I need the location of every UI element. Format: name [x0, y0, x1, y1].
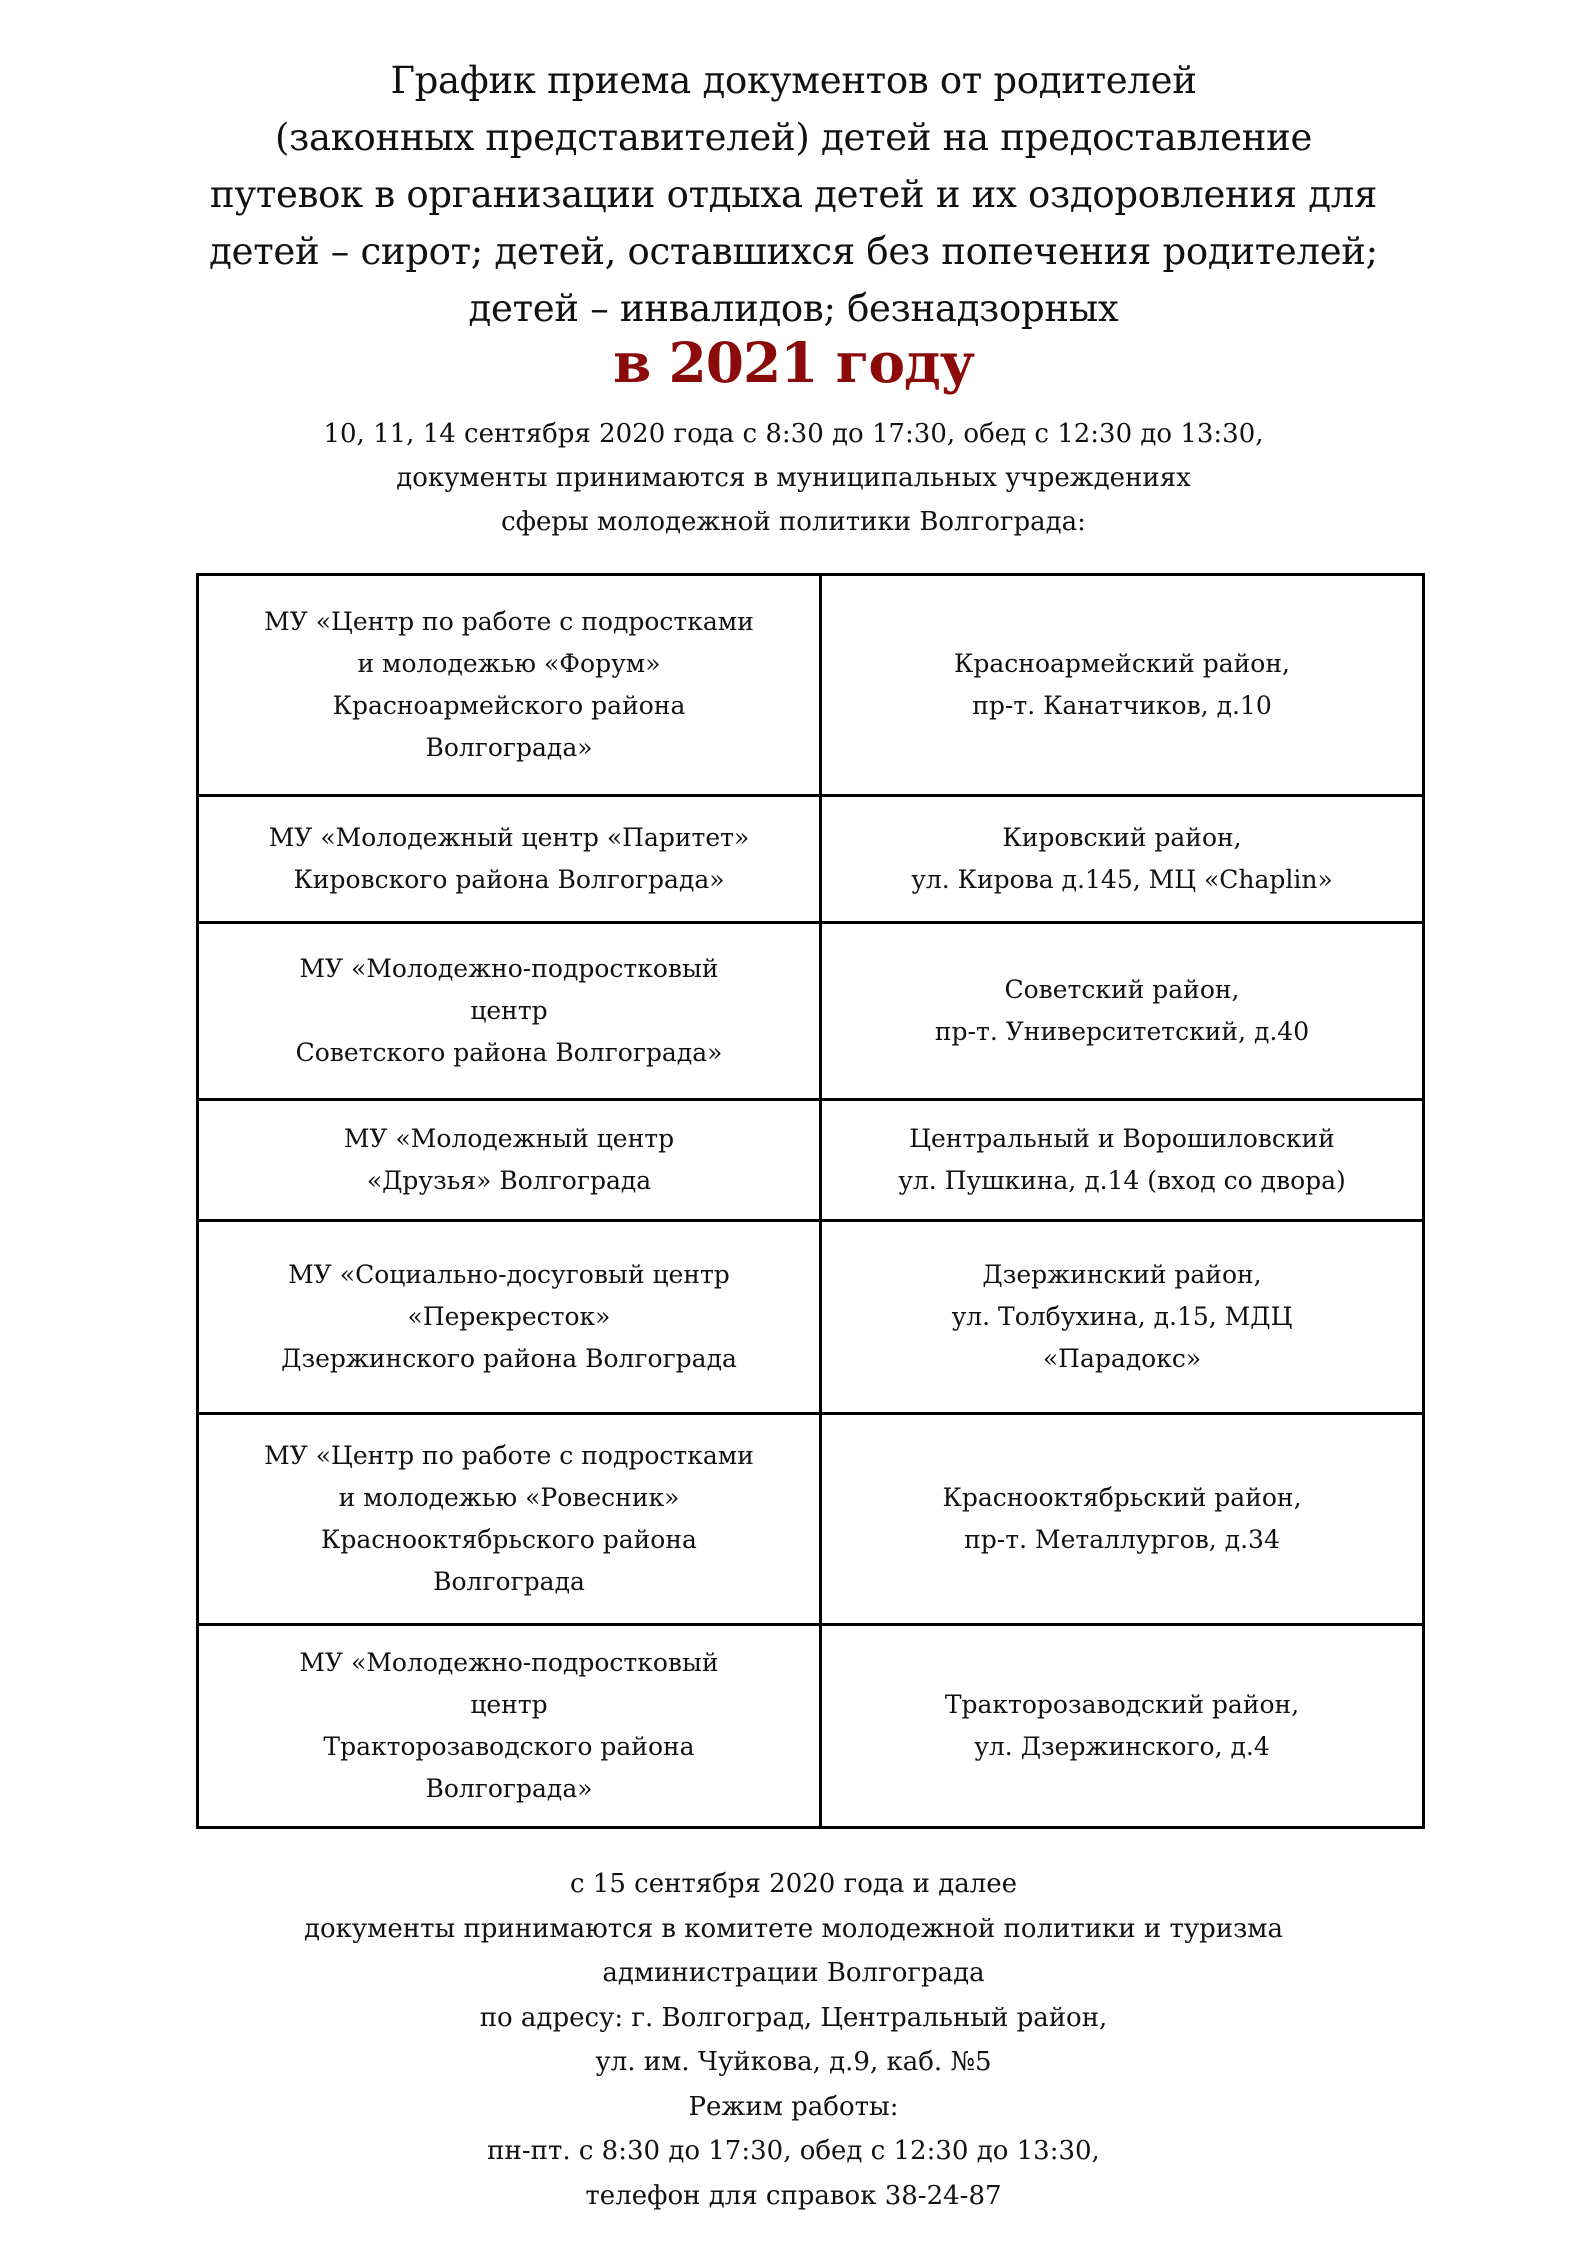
intro-line: 10, 11, 14 сентября 2020 года с 8:30 до 17:30, обед с 12:30 до 13:30, [323, 419, 1264, 449]
address-line: ул. Дзержинского, д.4 [974, 1732, 1270, 1761]
footer-line: с 15 сентября 2020 года и далее [569, 1869, 1018, 1899]
table-row [198, 796, 1424, 923]
title-line: (законных представителей) детей на предоставление [274, 116, 1313, 159]
organization-name-line: МУ «Молодежный центр [343, 1124, 675, 1153]
organization-name-line: Дзержинского района Волгограда [281, 1344, 737, 1373]
address-line: Кировский район, [1002, 823, 1242, 852]
address-line: пр-т. Университетский, д.40 [934, 1017, 1310, 1046]
address-line: ул. Кирова д.145, МЦ «Chaplin» [911, 865, 1333, 894]
address-line: Тракторозаводский район, [944, 1690, 1300, 1719]
table-row [198, 923, 1424, 1100]
address-line: ул. Пушкина, д.14 (вход со двора) [898, 1166, 1346, 1195]
table-row [198, 1625, 1424, 1828]
organization-name-line: «Друзья» Волгограда [366, 1166, 652, 1195]
address-line: Красноармейский район, [954, 649, 1290, 678]
organization-cell [198, 1414, 821, 1625]
address-line: Дзержинский район, [982, 1260, 1262, 1289]
organization-cell [198, 796, 821, 923]
organization-name-line: МУ «Молодежно-подростковый [299, 1648, 719, 1677]
institutions-table [196, 573, 1425, 1829]
address-line: пр-т. Металлургов, д.34 [964, 1525, 1280, 1554]
organization-name-line: Волгограда» [425, 733, 593, 762]
address-line: «Парадокс» [1042, 1344, 1202, 1373]
organization-name-line: и молодежью «Ровесник» [338, 1483, 680, 1512]
organization-name-line: «Перекресток» [407, 1302, 611, 1331]
organization-name-line: МУ «Центр по работе с подростками [264, 1441, 754, 1470]
intro-line: сферы молодежной политики Волгограда: [501, 507, 1086, 537]
footer-line: ул. им. Чуйкова, д.9, каб. №5 [595, 2047, 992, 2077]
organization-name-line: центр [470, 996, 548, 1025]
organization-name-line: Кировского района Волгограда» [293, 865, 725, 894]
document-title [0, 52, 1587, 337]
organization-cell [198, 575, 821, 796]
footer-line: администрации Волгограда [602, 1958, 985, 1988]
organization-cell [198, 1100, 821, 1221]
footer-text [0, 1862, 1587, 2218]
address-cell [821, 923, 1424, 1100]
organization-cell [198, 1625, 821, 1828]
address-line: Центральный и Ворошиловский [909, 1124, 1335, 1153]
address-line: пр-т. Канатчиков, д.10 [972, 691, 1272, 720]
organization-name-line: Красноармейского района [332, 691, 686, 720]
address-cell [821, 796, 1424, 923]
address-line: Краснооктябрьский район, [942, 1483, 1302, 1512]
organization-cell [198, 1221, 821, 1414]
footer-line: документы принимаются в комитете молодежной политики и туризма [303, 1913, 1284, 1944]
organization-name-line: Волгограда [433, 1567, 585, 1596]
organization-name-line: МУ «Молодежный центр «Паритет» [268, 823, 750, 852]
organization-name-line: Тракторозаводского района [323, 1732, 695, 1761]
organization-name-line: и молодежью «Форум» [357, 649, 661, 678]
organization-name-line: МУ «Центр по работе с подростками [264, 607, 754, 636]
address-cell [821, 1221, 1424, 1414]
table-row [198, 575, 1424, 796]
organization-name-line: центр [470, 1690, 548, 1719]
organization-name-line: Волгограда» [425, 1774, 593, 1803]
address-line: ул. Толбухина, д.15, МДЦ [951, 1302, 1293, 1331]
intro-text [0, 412, 1587, 544]
footer-line: по адресу: г. Волгоград, Центральный район, [479, 2002, 1108, 2033]
year-heading: в 2021 году [613, 330, 974, 395]
address-cell [821, 1100, 1424, 1221]
organization-name-line: Краснооктябрьского района [321, 1525, 697, 1554]
title-line: График приема документов от родителей [390, 59, 1197, 102]
footer-line: Режим работы: [688, 2091, 899, 2122]
organization-name-line: Советского района Волгограда» [295, 1038, 723, 1067]
address-cell [821, 1625, 1424, 1828]
organization-name-line: МУ «Молодежно-подростковый [299, 954, 719, 983]
address-line: Советский район, [1004, 975, 1240, 1004]
organization-name-line: МУ «Социально-досуговый центр [288, 1260, 730, 1289]
footer-line: пн-пт. с 8:30 до 17:30, обед с 12:30 до 13:30, [487, 2136, 1100, 2166]
organization-cell [198, 923, 821, 1100]
table-row [198, 1414, 1424, 1625]
footer-line: телефон для справок 38-24-87 [585, 2180, 1002, 2211]
intro-line: документы принимаются в муниципальных учреждениях [396, 463, 1191, 493]
title-line: путевок в организации отдыха детей и их оздоровления для [209, 173, 1378, 216]
title-line: детей – инвалидов; безнадзорных [468, 287, 1119, 330]
table-row [198, 1221, 1424, 1414]
title-line: детей – сирот; детей, оставшихся без попечения родителей; [209, 230, 1378, 273]
address-cell [821, 1414, 1424, 1625]
table-row [198, 1100, 1424, 1221]
address-cell [821, 575, 1424, 796]
